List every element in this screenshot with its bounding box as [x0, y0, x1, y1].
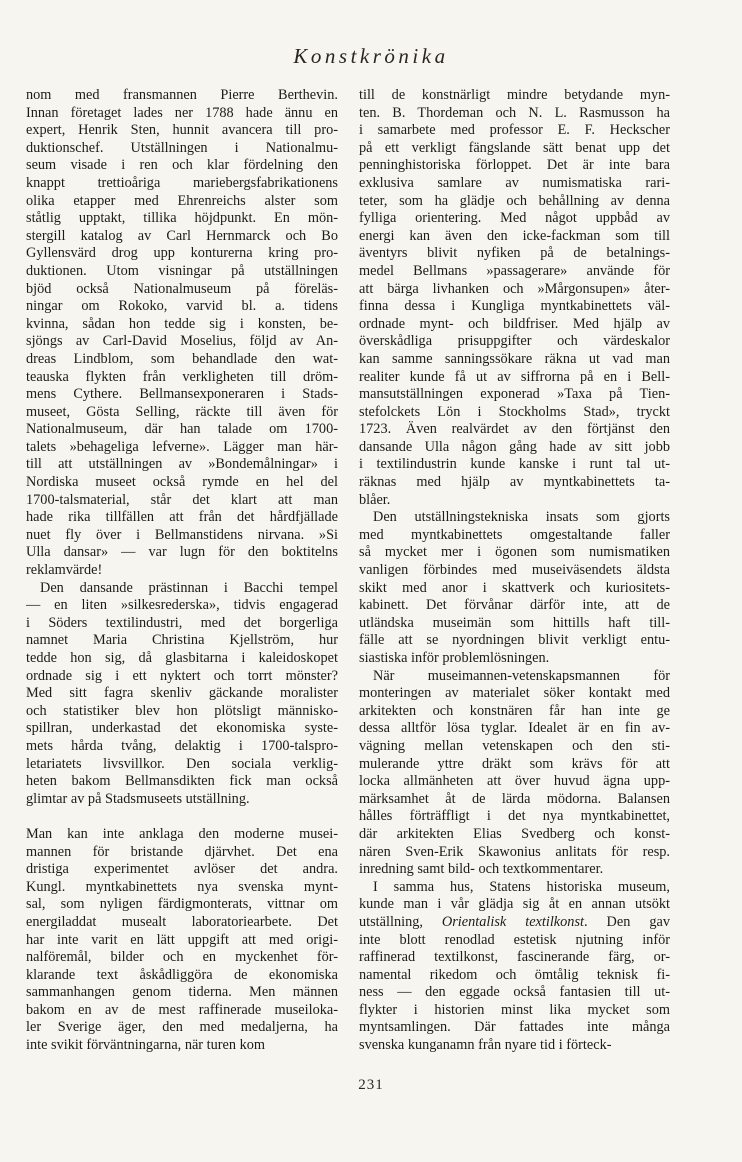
text-line: till de konstnärligt mindre betydande myn-	[359, 87, 670, 103]
text-line: utländska museimän som hittills haft till-	[359, 614, 670, 631]
text-line: kabinett. Det förvånar därför inte, att de	[359, 597, 670, 614]
text-line: svenska kunganamn från nyare tid i förteck-	[359, 1037, 612, 1054]
left-text-column	[26, 87, 338, 1055]
text-line: kvinna, sådan hon tedde sig i konsten, be-	[26, 315, 338, 332]
text-line: utställning, Orientalisk textilkonst. Den gav	[359, 913, 670, 930]
text-line: hålles förträffligt i det nya myntkabinettet,	[359, 808, 670, 825]
text-line: inte svikit förväntningarna, när turen kom	[26, 1037, 266, 1054]
text-line: där arkitekten Elias Svedberg och konst-	[359, 825, 670, 842]
text-line: energi kan även den icke-fackman som till	[359, 227, 670, 244]
text-line: Ulla dansar» — var lugn för den boktitelns	[26, 544, 338, 561]
text-line: Kungl. myntkabinettets nya svenska mynt-	[26, 878, 338, 895]
text-line: ningar om Rokoko, varvid bl. a. tidens	[26, 298, 338, 315]
text-line: dansande Ulla någon gång hade av sitt jobb	[359, 438, 670, 455]
text-line: blåer.	[359, 491, 391, 508]
text-line: hade rika tillfällen att från det hårdfjällade	[26, 509, 338, 526]
page-number: 231	[358, 1077, 384, 1093]
text-line: bjöd också Nationalmuseum på föreläs-	[26, 280, 338, 297]
text-line: ler Sverige äger, den med medaljerna, ha	[26, 1019, 338, 1036]
text-line: realiter kunde få ut av siffrorna på en i Bell-	[359, 368, 670, 385]
text-line: har inte varit en lätt uppgift att med origi-	[26, 931, 338, 948]
text-line: sal, som nyligen färdigmonterats, vittnar om	[26, 896, 338, 913]
text-line: I samma hus, Statens historiska museum,	[373, 878, 670, 895]
text-line: När museimannen-vetenskapsmannen för	[373, 667, 670, 684]
text-line: i Söders textilindustri, med det borgerliga	[26, 614, 338, 631]
text-line: flykter i historien minst lika mycket som	[359, 1001, 670, 1018]
text-line: bakom en av de mest raffinerade museiloka-	[26, 1001, 338, 1018]
text-line: locka allmänheten att över huvud ägna upp-	[359, 773, 670, 790]
text-line: medel Bellmans »passagerare» använde för	[359, 262, 670, 279]
text-line: raffinerad textilkonst, fascinerande färg, or-	[359, 949, 670, 966]
text-line: dristiga experimentet avlöser det andra.	[26, 861, 338, 878]
text-line: skikt med anor i skattverk och kuriositets-	[359, 579, 670, 596]
text-line: mets hårda tvång, delaktig i 1700-talspro-	[26, 737, 338, 754]
text-line: siastiska inför problemlösningen.	[359, 650, 550, 666]
paragraph-gap	[26, 808, 338, 826]
text-line: vägning mellan vetenskapen och den sti-	[359, 737, 670, 754]
text-line: duktionschef. Utställningen i Nationalmu-	[26, 139, 338, 156]
text-line: talets »behageliga lefverne». Lägger man här-	[26, 438, 338, 455]
text-line: Med sitt fagra skenliv gäckande moralister	[26, 685, 338, 702]
text-line: mulerande yttre dräkt som krävs för att	[359, 755, 670, 772]
right-text-column	[359, 87, 670, 1055]
text-line: finna dessa i Kungliga myntkabinettets väl-	[359, 298, 670, 315]
text-line: mens Cythere. Bellmansexponeraren i Stads-	[26, 386, 338, 403]
text-line: sammanhangen genom tiderna. Men männen	[26, 984, 338, 1001]
text-line: Nordiska museet också rymde en hel del	[26, 474, 338, 491]
text-line: stefolckets Lön i Stockholms Stad», tryckt	[359, 403, 670, 420]
text-line: 1723. Även realvärdet av den förtjänst den	[359, 421, 670, 438]
text-line: dessa alltför lösa tyglar. Idealet är en fin av-	[359, 720, 670, 737]
text-line: expert, Henrik Sten, hunnit avancera till pro-	[26, 122, 338, 139]
text-line: i samarbete med professor E. F. Heckscher	[359, 122, 670, 139]
text-line: seum visade i ren och klar fördelning den	[26, 157, 338, 174]
text-line: nom med fransmannen Pierre Berthevin.	[26, 87, 338, 103]
text-line: arkitekten och konstnären får han inte ge	[359, 702, 670, 719]
text-line: Innan företaget lades ner 1788 hade ännu en	[26, 104, 338, 121]
text-line: ordnade sig i ett nyktert och torrt mönster?	[26, 667, 338, 684]
text-line: teauska flykten från verkligheten till dröm-	[26, 368, 338, 385]
text-line: inte blott renodlad estetisk njutning inför	[359, 931, 670, 948]
text-line: namnet Maria Christina Kjellström, hur	[26, 632, 338, 649]
text-line: på ett verkligt fängslande sätt benat upp det	[359, 139, 670, 156]
text-line: myntsamlingen. Där fattades inte många	[359, 1019, 670, 1036]
text-line: monteringen av materialet söker kontakt med	[359, 685, 670, 702]
text-line: nären Sven-Erik Skawonius anlitats för resp.	[359, 843, 670, 860]
text-line: reklamvärde!	[26, 562, 103, 579]
text-line: inredning samt bild- och textkommentarer.	[359, 861, 604, 878]
text-line: exklusiva samlare av numismatiska rari-	[359, 174, 670, 191]
text-line: äventyrs blivit nyfiken på de betalnings-	[359, 245, 670, 262]
text-line: spillran, underkastad det ekonomiska syste-	[26, 720, 338, 737]
text-line: knappt trettioåriga mariebergsfabrikationens	[26, 174, 338, 191]
text-line: fälle att se nyordningen blivit verkligt entu-	[359, 632, 670, 649]
text-line: mannen för bristande djärvhet. Det ena	[26, 843, 338, 860]
text-line: nalföremål, bilder och en myckenhet för-	[26, 949, 338, 966]
text-line: ståtlig upptakt, tillika höjdpunkt. En mön-	[26, 210, 338, 227]
text-line: att bärga livhanken och »Mårgonsupen» åter-	[359, 280, 670, 297]
text-line: dreas Lindblom, som behandlade den wat-	[26, 350, 338, 367]
text-line: — en liten »silkesrederska», tidvis engagerad	[26, 597, 338, 614]
text-line: olika etapper med Ehrenreichs alster som	[26, 192, 338, 209]
text-line: ten. B. Thordeman och N. L. Rasmusson ha	[359, 104, 670, 121]
text-line: och statistiker blev hon plötsligt människo-	[26, 702, 338, 719]
text-line: Man kan inte anklaga den moderne musei-	[26, 825, 338, 842]
text-line: museet, Gösta Selling, räckte till även för	[26, 403, 338, 420]
text-line: Den dansande prästinnan i Bacchi tempel	[40, 579, 338, 596]
text-line: så mycket mer i ögonen som numismatiken	[359, 544, 670, 561]
text-line: stergill katalog av Carl Hernmarck och Bo	[26, 227, 338, 244]
text-line: duktionen. Utom visningar på utställningen	[26, 262, 338, 279]
text-line: mansutställningen exponerad »Taxa på Tien-	[359, 386, 670, 403]
text-line: kunde man i vår glädja sig åt en annan utsökt	[359, 896, 670, 913]
text-line: glimtar av på Stadsmuseets utställning.	[26, 790, 250, 807]
text-line: energiladdat musealt laboratoriearbete. Det	[26, 913, 338, 930]
text-line: kan samme sanningssökare räkna ut vad man	[359, 350, 670, 367]
text-line: till att utställningen av »Bondemålningar» i	[26, 456, 338, 473]
text-line: fylliga orientering. Med något uppbåd av	[359, 210, 670, 227]
text-line: ness — den eggade också fantasien till ut-	[359, 984, 670, 1001]
text-line: ordnade mynt- och bildfriser. Med hjälp av	[359, 315, 670, 332]
running-head-title: Konstkrönika	[293, 44, 449, 68]
text-line: överskådliga prisuppgifter och värdeskalor	[359, 333, 670, 350]
text-line: nuet fly över i Bellmanstidens nirvana. »Si	[26, 526, 338, 543]
text-line: klarande text åskådliggöra de ekonomiska	[26, 966, 338, 983]
text-line: heten bakom Bellmansdikten fick man också	[26, 773, 338, 790]
text-line: Den utställningstekniska insats som gjorts	[373, 509, 670, 526]
text-line: Gyllensvärd drog upp konturerna kring pro-	[26, 245, 338, 262]
text-line: namental rikedom och ömtålig teknisk fi-	[359, 966, 670, 983]
text-line: räknas med hjälp av myntkabinettets ta-	[359, 474, 670, 491]
text-line: teter, som ha glädje och behållning av denna	[359, 192, 670, 209]
text-line: letariatets livsvillkor. Den sociala verklig-	[26, 755, 338, 772]
exhibition-title: Orientalisk textilkonst	[441, 913, 584, 930]
text-line: tedde hon sig, då glasbitarna i kaleidoskopet	[26, 650, 338, 666]
text-line: med myntkabinettets omgestaltande faller	[359, 526, 670, 543]
text-line: 1700-talsmaterial, står det klart att man	[26, 491, 338, 508]
text-line: i textilindustrin kunde kanske i runt tal ut-	[359, 456, 670, 473]
text-line: märksamhet åt de lärda mödorna. Balansen	[359, 790, 670, 807]
text-line: penninghistoriska förloppet. Det är inte bara	[359, 157, 670, 174]
text-line: Nationalmuseum, där han talade om 1700-	[26, 421, 338, 438]
text-line: vanligen förbindes med museiväsendets äldsta	[359, 562, 670, 579]
text-line: sjöngs av Carl-David Moselius, följd av An-	[26, 333, 338, 350]
